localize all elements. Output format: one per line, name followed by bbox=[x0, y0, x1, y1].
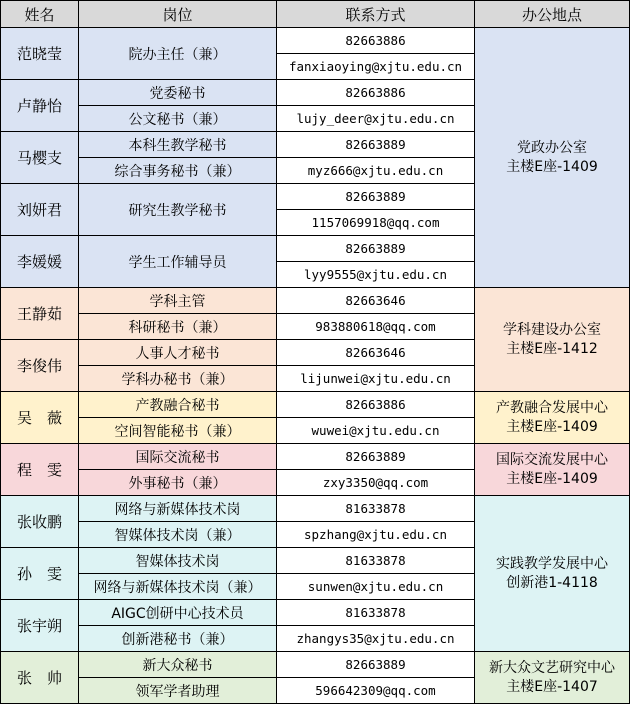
office-room: 主楼E座-1412 bbox=[506, 340, 598, 357]
staff-position: AIGC创研中心技术员 bbox=[79, 600, 277, 626]
staff-phone: 82663886 bbox=[277, 80, 475, 106]
staff-name: 李媛媛 bbox=[1, 236, 79, 288]
office-name: 学科建设办公室 bbox=[503, 321, 601, 338]
staff-position: 院办主任（兼） bbox=[79, 28, 277, 80]
staff-phone: 82663889 bbox=[277, 236, 475, 262]
staff-email: 983880618@qq.com bbox=[277, 314, 475, 340]
office-room: 主楼E座-1409 bbox=[506, 470, 598, 487]
staff-phone: 82663646 bbox=[277, 340, 475, 366]
staff-name: 孙 雯 bbox=[1, 548, 79, 600]
staff-position: 学科办秘书（兼） bbox=[79, 366, 277, 392]
staff-email: 1157069918@qq.com bbox=[277, 210, 475, 236]
office-room: 主楼E座-1409 bbox=[506, 158, 598, 175]
staff-email: fanxiaoying@xjtu.edu.cn bbox=[277, 54, 475, 80]
staff-position: 外事秘书（兼） bbox=[79, 470, 277, 496]
table-row bbox=[1, 28, 630, 54]
staff-position: 网络与新媒体技术岗 bbox=[79, 496, 277, 522]
office-room: 主楼E座-1407 bbox=[506, 678, 598, 695]
staff-email: spzhang@xjtu.edu.cn bbox=[277, 522, 475, 548]
header-name: 姓名 bbox=[1, 1, 79, 28]
staff-position: 学科主管 bbox=[79, 288, 277, 314]
staff-email: lijunwei@xjtu.edu.cn bbox=[277, 366, 475, 392]
staff-name: 程 雯 bbox=[1, 444, 79, 496]
staff-phone: 81633878 bbox=[277, 600, 475, 626]
table-row bbox=[1, 444, 630, 470]
header-contact: 联系方式 bbox=[277, 1, 475, 28]
office-name: 产教融合发展中心 bbox=[496, 399, 608, 416]
staff-position: 学生工作辅导员 bbox=[79, 236, 277, 288]
staff-position: 研究生教学秘书 bbox=[79, 184, 277, 236]
staff-position: 新大众秘书 bbox=[79, 652, 277, 678]
staff-name: 张宇朔 bbox=[1, 600, 79, 652]
staff-name: 王静茹 bbox=[1, 288, 79, 340]
staff-name: 吴 薇 bbox=[1, 392, 79, 444]
staff-name: 刘妍君 bbox=[1, 184, 79, 236]
office-cell bbox=[475, 496, 630, 652]
staff-position: 领军学者助理 bbox=[79, 678, 277, 704]
office-name: 新大众文艺研究中心 bbox=[489, 659, 615, 676]
staff-name: 李俊伟 bbox=[1, 340, 79, 392]
staff-name: 张 帅 bbox=[1, 652, 79, 704]
staff-phone: 82663889 bbox=[277, 184, 475, 210]
staff-position: 人事人才秘书 bbox=[79, 340, 277, 366]
staff-position: 党委秘书 bbox=[79, 80, 277, 106]
staff-email: 596642309@qq.com bbox=[277, 678, 475, 704]
staff-email: lyy9555@xjtu.edu.cn bbox=[277, 262, 475, 288]
staff-name: 马樱支 bbox=[1, 132, 79, 184]
office-name: 国际交流发展中心 bbox=[496, 451, 608, 468]
staff-name: 卢静怡 bbox=[1, 80, 79, 132]
header-position: 岗位 bbox=[79, 1, 277, 28]
staff-email: wuwei@xjtu.edu.cn bbox=[277, 418, 475, 444]
staff-email: sunwen@xjtu.edu.cn bbox=[277, 574, 475, 600]
staff-position: 智媒体技术岗 bbox=[79, 548, 277, 574]
office-name: 实践教学发展中心 bbox=[496, 555, 608, 572]
header-row bbox=[1, 1, 630, 28]
staff-position: 产教融合秘书 bbox=[79, 392, 277, 418]
staff-position: 智媒体技术岗（兼） bbox=[79, 522, 277, 548]
staff-email: myz666@xjtu.edu.cn bbox=[277, 158, 475, 184]
staff-position: 本科生教学秘书 bbox=[79, 132, 277, 158]
staff-phone: 82663646 bbox=[277, 288, 475, 314]
staff-phone: 82663889 bbox=[277, 132, 475, 158]
table-row bbox=[1, 392, 630, 418]
office-cell bbox=[475, 392, 630, 444]
staff-position: 空间智能秘书（兼） bbox=[79, 418, 277, 444]
staff-name: 范晓莹 bbox=[1, 28, 79, 80]
staff-position: 公文秘书（兼） bbox=[79, 106, 277, 132]
staff-email: zhangys35@xjtu.edu.cn bbox=[277, 626, 475, 652]
office-cell bbox=[475, 652, 630, 704]
staff-position: 国际交流秘书 bbox=[79, 444, 277, 470]
staff-email: lujy_deer@xjtu.edu.cn bbox=[277, 106, 475, 132]
table-row bbox=[1, 496, 630, 522]
office-cell bbox=[475, 28, 630, 288]
staff-name: 张收鹏 bbox=[1, 496, 79, 548]
office-room: 主楼E座-1409 bbox=[506, 418, 598, 435]
office-cell bbox=[475, 288, 630, 392]
table-row bbox=[1, 288, 630, 314]
office-name: 党政办公室 bbox=[517, 139, 587, 156]
staff-phone: 82663889 bbox=[277, 444, 475, 470]
staff-phone: 81633878 bbox=[277, 548, 475, 574]
table-row bbox=[1, 652, 630, 678]
staff-position: 科研秘书（兼） bbox=[79, 314, 277, 340]
staff-phone: 82663886 bbox=[277, 28, 475, 54]
staff-phone: 82663886 bbox=[277, 392, 475, 418]
staff-email: zxy3350@qq.com bbox=[277, 470, 475, 496]
office-room: 创新港1-4118 bbox=[506, 574, 598, 591]
staff-position: 网络与新媒体技术岗（兼） bbox=[79, 574, 277, 600]
staff-position: 综合事务秘书（兼） bbox=[79, 158, 277, 184]
staff-position: 创新港秘书（兼） bbox=[79, 626, 277, 652]
header-office: 办公地点 bbox=[475, 1, 630, 28]
staff-phone: 81633878 bbox=[277, 496, 475, 522]
office-cell bbox=[475, 444, 630, 496]
staff-phone: 82663889 bbox=[277, 652, 475, 678]
